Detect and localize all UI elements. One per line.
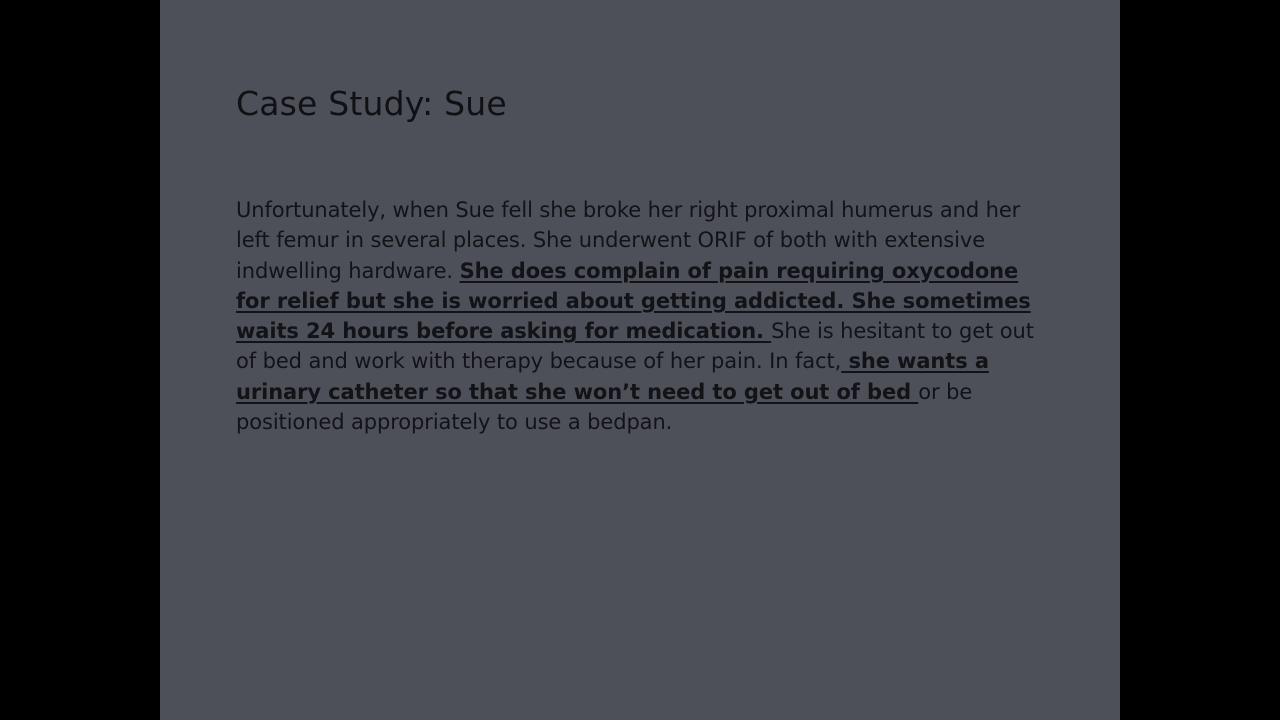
presentation-slide	[160, 0, 1120, 720]
slide-body-text	[236, 195, 1051, 437]
body-text-segment: or be positioned appropriately to use a bedpan.	[236, 379, 973, 435]
slide-title: Case Study: Sue	[236, 84, 507, 123]
body-text-segment: She is hesitant to get out of bed and work with therapy because of her pain. In fact,	[236, 319, 1034, 374]
emphasized-text-segment: She does complain of pain requiring oxycodone for relief but she is worried about getting addicted. She sometimes waits 24 hours before asking for medication.	[236, 258, 1031, 344]
emphasized-text-segment: she wants a urinary catheter so that she won’t need to get out of bed	[236, 349, 989, 404]
body-text-segment: Unfortunately, when Sue fell she broke her right proximal humerus and her left femur in several places. She underwent ORIF of both with extensive indwelling hardware.	[236, 198, 1021, 283]
